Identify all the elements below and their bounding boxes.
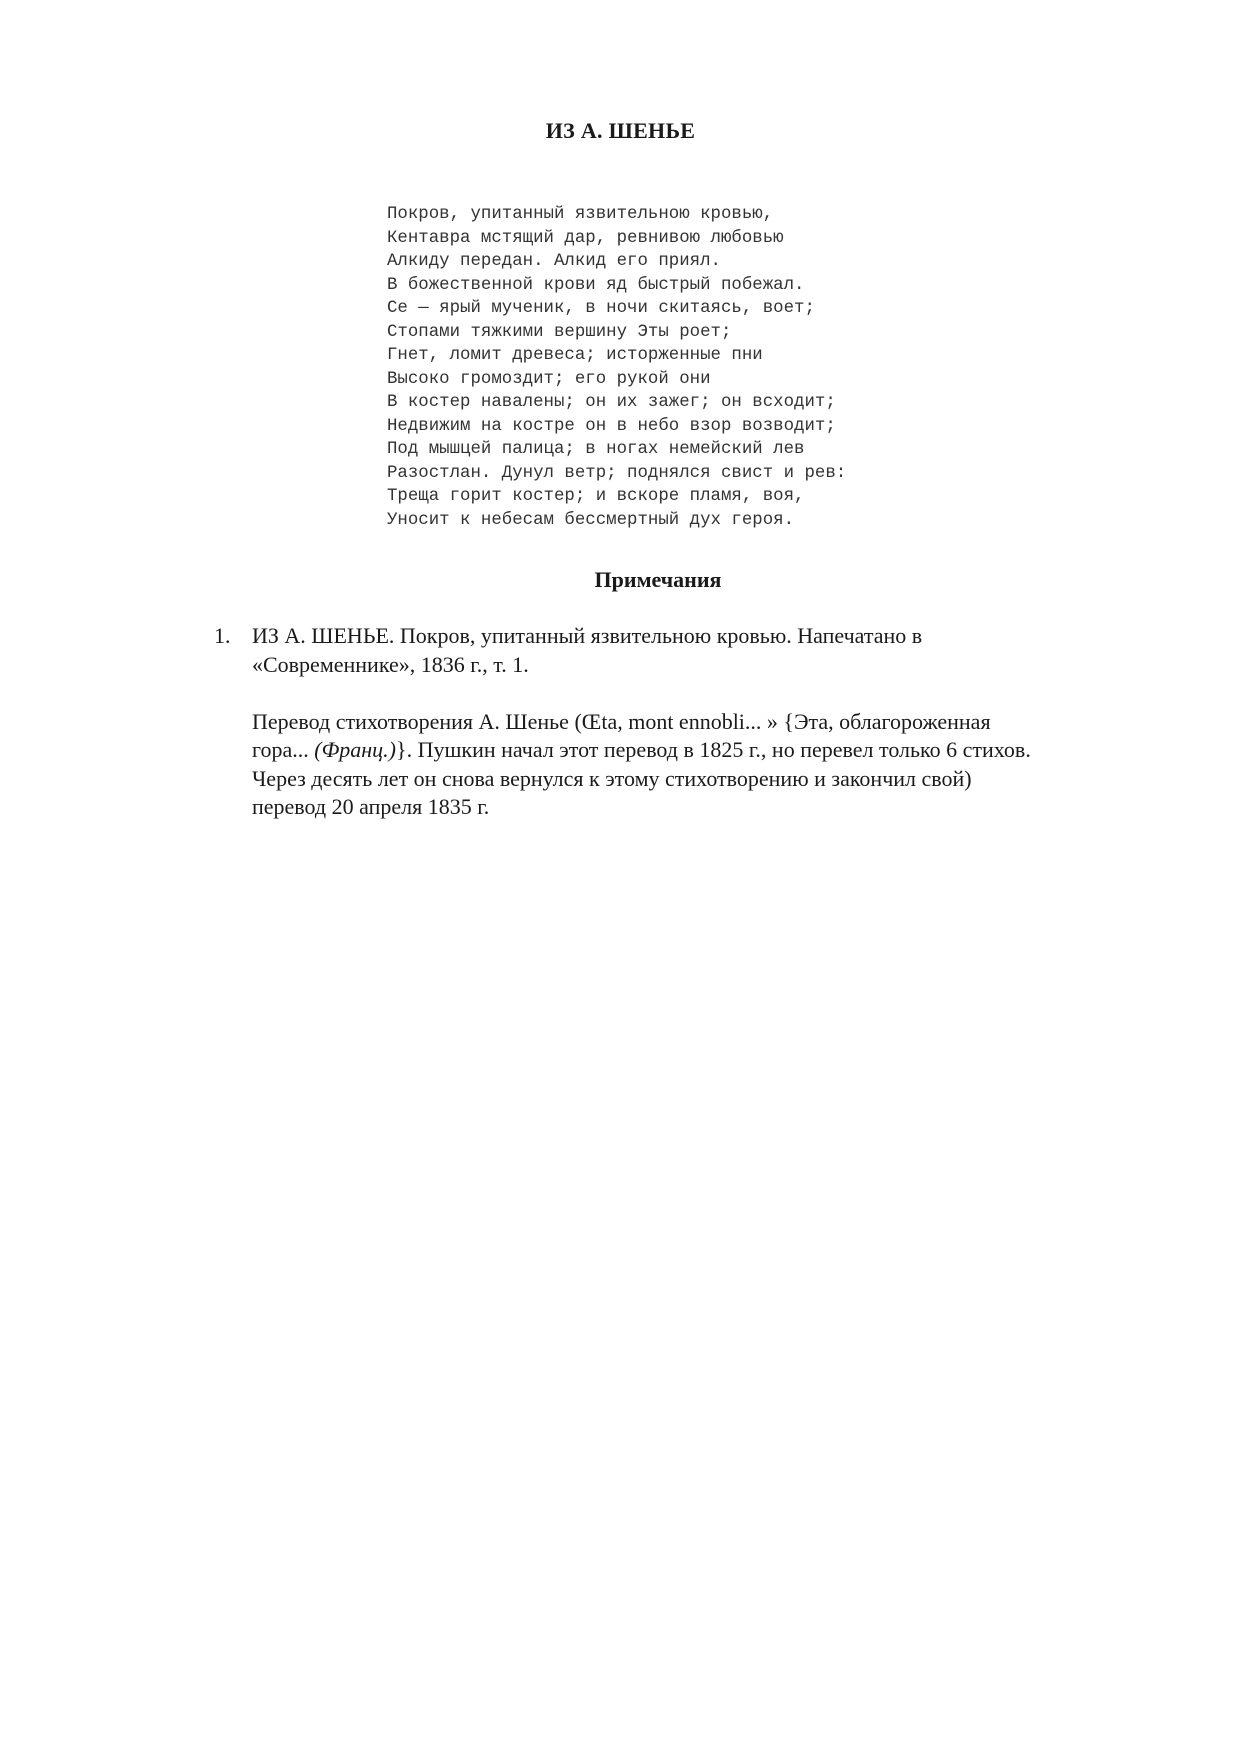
- poem-line: Треща горит костер; и вскоре пламя, воя,: [387, 487, 805, 506]
- note-commentary-paragraph: [252, 708, 1144, 822]
- poem-line: Высоко громоздит; его рукой они: [387, 369, 711, 389]
- note-source-paragraph: [252, 622, 1144, 679]
- poem-line: Се — ярый мученик, в ночи скитаясь, воет;: [387, 299, 815, 318]
- note-text-line: «Современнике», 1836 г., т. 1.: [252, 651, 529, 677]
- poem-line: Гнет, ломит древеса; исторженные пни: [387, 346, 763, 365]
- poem-line: Кентавра мстящий дар, ревнивою любовью: [387, 228, 784, 248]
- note-text-line: Перевод стихотворения А. Шенье (Œta, mont ennobli... » {Эта, облагороженная: [252, 708, 991, 734]
- note-text-line: перевод 20 апреля 1835 г.: [252, 794, 490, 819]
- note-italic-fragment: (Франц.): [314, 737, 397, 762]
- poem-line: Стопами тяжкими вершину Эты роет;: [387, 322, 732, 342]
- poem-line: Под мышцей палица; в ногах немейский лев: [387, 440, 805, 459]
- notes-list: [214, 622, 1144, 822]
- note-number: 1.: [214, 623, 231, 648]
- poem-line: Покров, упитанный язвительною кровью,: [387, 205, 774, 224]
- page-title: ИЗ А. ШЕНЬЕ: [545, 118, 696, 143]
- poem-block: [387, 203, 846, 532]
- note-text-line: ИЗ А. ШЕНЬЕ. Покров, упитанный язвительною кровью. Напечатано в: [252, 623, 923, 648]
- poem-line: В костер навалены; он их зажег; он всходит;: [387, 393, 836, 412]
- poem-line: Недвижим на костре он в небо взор возводит;: [387, 416, 836, 436]
- poem-line: Уносит к небесам бессмертный дух героя.: [387, 510, 795, 530]
- note-text-fragment: гора...: [252, 737, 315, 762]
- poem-line: Разостлан. Дунул ветр; поднялся свист и рев:: [387, 463, 847, 483]
- note-text-line: Через десять лет он снова вернулся к этому стихотворению и закончил свой): [252, 765, 972, 791]
- poem-line: Алкиду передан. Алкид его приял.: [387, 252, 721, 271]
- note-item: [214, 622, 1144, 822]
- note-text-fragment: }. Пушкин начал этот перевод в 1825 г., но перевел только 6 стихов.: [396, 737, 1031, 762]
- notes-heading: Примечания: [594, 567, 722, 592]
- poem-line: В божественной крови яд быстрый побежал.: [387, 275, 805, 295]
